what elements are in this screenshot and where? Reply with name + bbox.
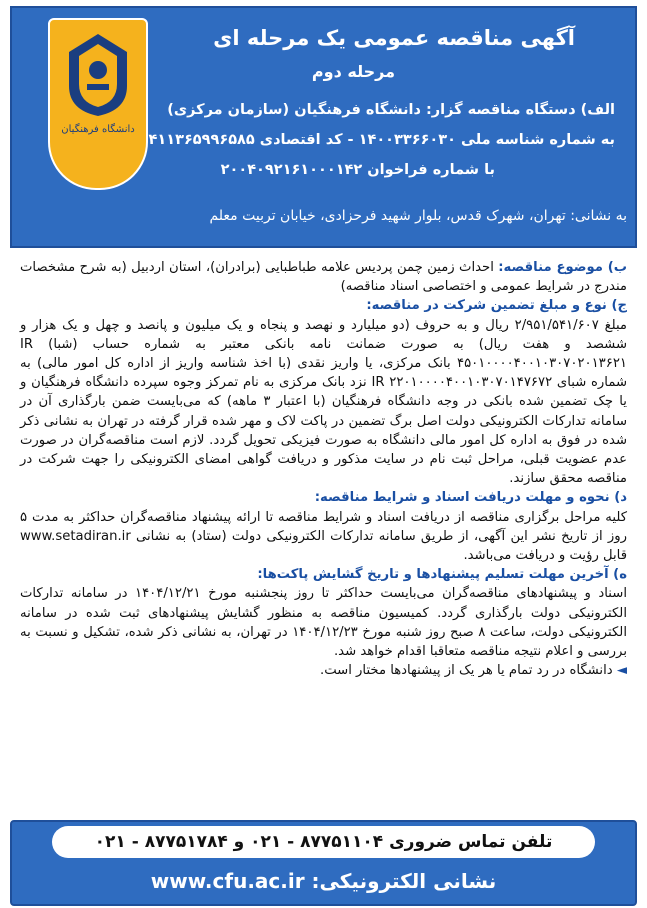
notice-body (10, 248, 637, 680)
contact-footer (10, 820, 637, 906)
section-b (20, 258, 627, 296)
section-e-text: اسناد و پیشنهادهای مناقصه‌گران می‌بایست حداکثر تا روز پنجشنبه مورخ ۱۴۰۴/۱۲/۲۱ در سامانه تدارکات الکترونیکی دولت بارگذاری گردد. کمیسیون مناقصه به منظور گشایش پیشنهادهای ثبت شده در سامانه الکترونیکی دولت، ساعت ۸ صبح روز شنبه مورخ ۱۴۰۴/۱۲/۲۳ در تهران، به نشانی ذکر شده، تشکیل و نسبت به بررسی و اعلام نتیجه مناقصه متعاقبا اقدام خواهد شد. (20, 586, 627, 660)
address-line: به نشانی: تهران، شهرک قدس، بلوار شهید فرحزادی، خیابان تربیت معلم (209, 208, 627, 224)
section-c-body (20, 316, 627, 489)
section-e-body (20, 584, 627, 661)
note-text: دانشگاه در رد تمام یا هر یک از پیشنهادها مختار است. (320, 663, 613, 679)
logo-emblem-icon (63, 30, 133, 120)
section-d-text: کلیه مراحل برگزاری مناقصه از دریافت اسناد و شرایط مناقصه تا ارائه پیشنهاد مناقصه‌گران حداکثر به مدت ۵ روز از تاریخ نشر این آگهی، از طریق سامانه تدارکات الکترونیکی دولت (ستاد) به نشانی www.setadiran.ir قابل رؤیت و دریافت می‌باشد. (20, 509, 627, 564)
logo-text: دانشگاه فرهنگیان (61, 124, 135, 135)
section-d-body (20, 508, 627, 566)
section-e-label: ه) آخرین مهلت تسلیم پیشنهادها و تاریخ گشایش پاکت‌ها: (257, 567, 627, 583)
note-line (20, 661, 627, 680)
section-b-label: ب) موضوع مناقصه: (498, 260, 627, 275)
call-number-line: با شماره فراخوان ۲۰۰۴۰۹۲۱۶۱۰۰۰۱۴۲ (220, 162, 495, 178)
section-d-label: د) نحوه و مهلت دریافت اسناد و شرایط مناقصه: (314, 490, 627, 506)
header-banner (10, 6, 637, 248)
bullet-arrow-icon: ◄ (616, 663, 627, 679)
section-c-label: ج) نوع و مبلغ تضمین شرکت در مناقصه: (366, 298, 627, 314)
notice-title: آگهی مناقصه عمومی یک مرحله ای (213, 26, 575, 50)
section-b-text: احداث زمین چمن پردیس علامه طباطبایی (برادران)، استان اردبیل (به شرح مشخصات مندرج در شرایط عمومی و اختصاصی اسناد مناقصه) (20, 260, 627, 295)
notice-subtitle: مرحله دوم (311, 62, 395, 81)
organizer-line: الف) دستگاه مناقصه گزار: دانشگاه فرهنگیان (سازمان مرکزی) (167, 102, 615, 118)
section-e (20, 565, 627, 584)
contact-website[interactable]: نشانی الکترونیکی: www.cfu.ac.ir (150, 869, 497, 893)
university-logo (48, 18, 148, 190)
section-d (20, 488, 627, 507)
section-c (20, 296, 627, 315)
section-c-text: مبلغ ۲/۹۵۱/۵۴۱/۶۰۷ ریال و به حروف (دو میلیارد و نهصد و پنجاه و یک میلیون و پانصد و چهل و یک هزار و ششصد و هفت ریال) به صورت ضمانت نامه بانکی معتبر به شماره حساب (شبا) IR ۴۵۰۱۰۰۰۰۴۰۰۱۰۳۰۷۰۲۰۱۳۶۲۱ بانک مرکزی، یا واریز نقدی (با اخذ شناسه واریز از اداره کل امور مالی) به شماره شبای IR ۲۲۰۱۰۰۰۰۴۰۰۱۰۳۰۷۰۱۴۷۶۷۲ نزد بانک مرکزی به نام تمرکز وجوه سپرده دانشگاه فرهنگیان و یا چک تضمین شده بانکی در وجه دانشگاه فرهنگیان (با اعتبار ۳ ماهه) که می‌بایست ضمن بارگذاری آن در سامانه تدارکات الکترونیکی دولت اصل برگ تضمین در پاکت لاک و مهر شده قرار گرفته در تهران به نشانی ذکر شده در فوق به اداره کل امور مالی دانشگاه به صورت فیزیکی تحویل گردد. لازم است مناقصه‌گران در صورت عدم عضویت قبلی، مراحل ثبت نام در سایت مذکور و دریافت گواهی امضای الکترونیکی را جهت شرکت در مناقصه محقق سازند. (20, 317, 627, 487)
contact-phone: تلفن تماس ضروری ۸۷۷۵۱۱۰۴ - ۰۲۱ و ۸۷۷۵۱۷۸۴ - ۰۲۱ (52, 826, 595, 858)
ids-line: به شماره شناسه ملی ۱۴۰۰۳۳۶۶۰۳۰ - کد اقتصادی ۴۱۱۳۶۵۹۹۶۵۸۵ (148, 132, 615, 148)
